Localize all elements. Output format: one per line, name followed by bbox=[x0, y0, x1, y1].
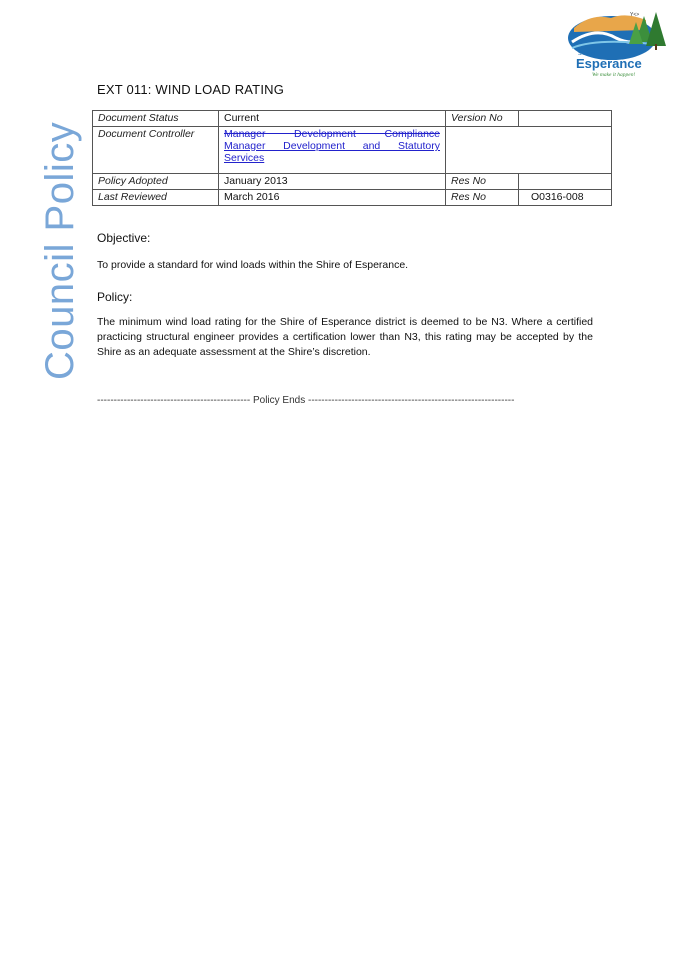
svg-text:Y<>: Y<> bbox=[630, 12, 640, 18]
controller-link-line2[interactable]: Services bbox=[224, 152, 265, 164]
adopted-label: Policy Adopted bbox=[93, 174, 219, 190]
document-info-table bbox=[92, 110, 612, 206]
objective-heading: Objective: bbox=[97, 231, 151, 245]
table-row bbox=[93, 127, 612, 174]
shire-logo-graphic bbox=[566, 8, 670, 86]
resno-value-2: O0316-008 bbox=[519, 190, 612, 206]
controller-link-line1[interactable]: Manager Development and Statutory bbox=[224, 140, 440, 152]
table-row bbox=[93, 111, 612, 127]
version-value bbox=[519, 111, 612, 127]
controller-struck-text: Manager Development Compliance bbox=[224, 128, 440, 140]
table-row bbox=[93, 190, 612, 206]
policy-heading: Policy: bbox=[97, 290, 133, 304]
controller-label: Document Controller bbox=[93, 127, 219, 174]
resno-value bbox=[519, 174, 612, 190]
table-row bbox=[93, 174, 612, 190]
resno-label: Res No bbox=[446, 174, 519, 190]
document-title: EXT 011: WIND LOAD RATING bbox=[97, 82, 285, 97]
status-value: Current bbox=[219, 111, 446, 127]
controller-value bbox=[219, 127, 446, 174]
svg-text:Shire of: Shire of bbox=[578, 51, 596, 57]
side-title: Council Policy bbox=[38, 121, 82, 380]
svg-text:We make it happen!: We make it happen! bbox=[592, 72, 636, 78]
resno-label-2: Res No bbox=[446, 190, 519, 206]
version-label: Version No bbox=[446, 111, 519, 127]
shire-logo bbox=[566, 8, 670, 86]
policy-ends-line: ---------------------------------------------- Policy Ends -------------------------------------------------------------- bbox=[97, 395, 515, 406]
reviewed-value: March 2016 bbox=[219, 190, 446, 206]
objective-text: To provide a standard for wind loads within the Shire of Esperance. bbox=[97, 259, 409, 271]
status-label: Document Status bbox=[93, 111, 219, 127]
controller-empty-cell bbox=[446, 127, 612, 174]
reviewed-label: Last Reviewed bbox=[93, 190, 219, 206]
policy-text: The minimum wind load rating for the Shire of Esperance district is deemed to be N3. Where a certified practicing structural engineer provides a certification lower than N3, this rating may be accepted by the Shire as an adequate assessment at the Shire’s discretion. bbox=[97, 316, 593, 358]
adopted-value: January 2013 bbox=[219, 174, 446, 190]
svg-text:Esperance: Esperance bbox=[576, 56, 642, 71]
